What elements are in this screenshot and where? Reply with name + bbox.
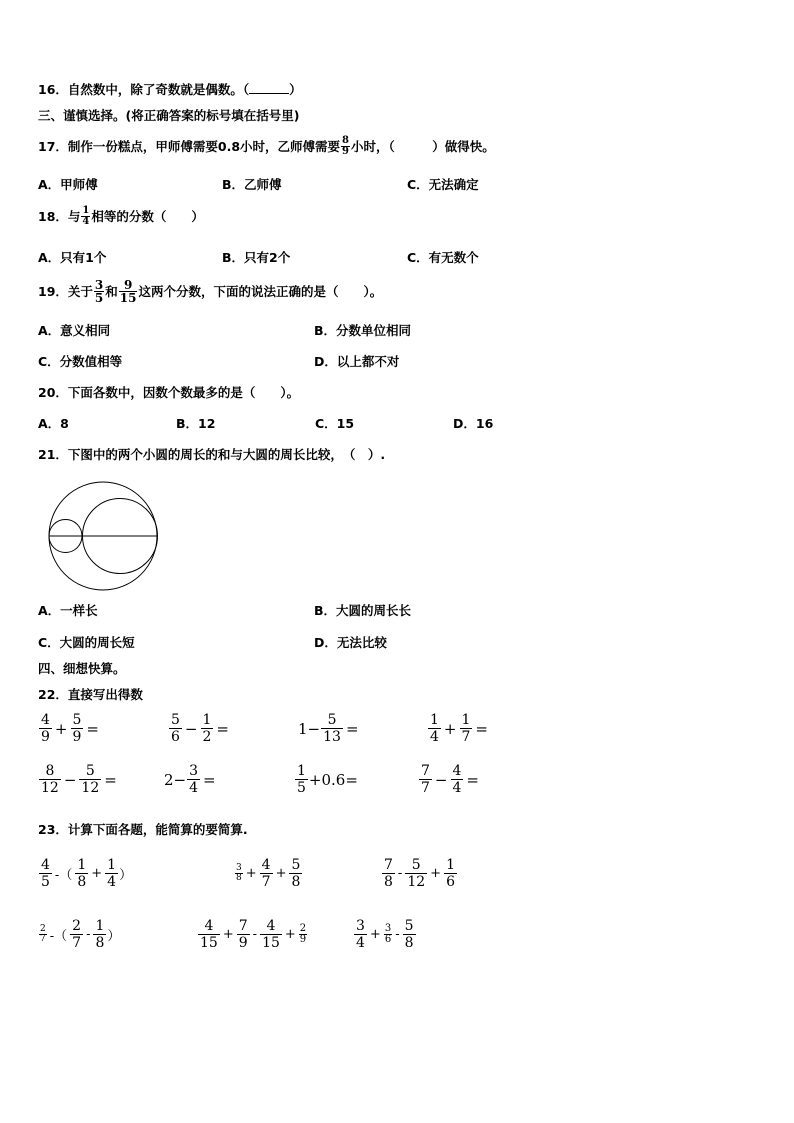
question-23-title: 23．计算下面各题，能简算的要简算. <box>38 822 248 837</box>
q17-option-a[interactable]: A．甲师傅 <box>38 177 98 192</box>
denominator: 4 <box>107 874 117 890</box>
fraction <box>419 763 432 796</box>
operator: + <box>430 866 442 881</box>
numerator: 3 <box>236 863 242 873</box>
denominator: 9 <box>342 146 350 157</box>
fraction <box>321 712 343 745</box>
numerator: 1 <box>430 712 439 728</box>
fraction <box>384 924 392 945</box>
numerator: 1 <box>82 205 90 216</box>
numerator: 9 <box>123 278 133 292</box>
numerator: 1 <box>446 857 455 873</box>
fraction <box>39 712 52 745</box>
denominator: 9 <box>41 729 50 745</box>
fraction <box>260 857 273 890</box>
q18-pre: 18．与 <box>38 208 81 224</box>
fraction <box>235 864 243 883</box>
numerator: 5 <box>404 918 414 934</box>
operator: - <box>395 927 400 942</box>
numerator: 3 <box>94 278 104 292</box>
q22-expr-4 <box>427 712 490 745</box>
question-17 <box>38 136 495 157</box>
operator: − <box>63 770 77 789</box>
operator: + <box>443 719 457 738</box>
q17-option-c[interactable]: C．无法确定 <box>407 177 479 192</box>
operator: -（ <box>49 929 68 944</box>
fraction <box>237 918 250 951</box>
operator: = <box>86 719 99 738</box>
operator: -（ <box>54 868 73 883</box>
numerator: 7 <box>238 918 248 934</box>
numerator: 1 <box>77 857 87 873</box>
numerator: 4 <box>41 857 50 873</box>
denominator: 12 <box>407 874 426 890</box>
q17-option-b[interactable]: B．乙师傅 <box>222 177 282 192</box>
q21-option-d[interactable]: D．无法比较 <box>314 635 387 650</box>
question-19 <box>38 279 382 304</box>
numerator: 1 <box>461 712 471 728</box>
q20-option-b[interactable]: B．12 <box>176 416 216 431</box>
numerator: 1 <box>202 712 212 728</box>
fraction <box>403 918 416 951</box>
numerator: 4 <box>41 712 50 728</box>
question-18 <box>38 206 204 227</box>
q19-mid: 和 <box>105 283 118 299</box>
q22-expr-2 <box>168 712 231 745</box>
denominator: 8 <box>291 874 301 890</box>
fraction <box>444 857 457 890</box>
numerator: 8 <box>342 135 350 146</box>
numerator: 5 <box>85 763 95 779</box>
denominator: 7 <box>261 874 271 890</box>
fraction <box>451 763 464 796</box>
fraction <box>79 763 101 796</box>
denominator: 8 <box>236 873 242 883</box>
q19-post: 这两个分数，下面的说法正确的是（ ）。 <box>138 283 383 299</box>
operator: = <box>475 719 488 738</box>
q21-option-b[interactable]: B．大圆的周长长 <box>314 603 412 618</box>
denominator: 5 <box>94 291 104 305</box>
denominator: 6 <box>446 874 455 890</box>
q22-expr-6: 2− $\frac{3}{4}$ = <box>164 763 216 796</box>
denominator: 8 <box>77 874 87 890</box>
numerator: 4 <box>266 918 276 934</box>
operator: + <box>91 866 103 881</box>
q18-post: 相等的分数（ ） <box>91 208 204 224</box>
question-22-title: 22．直接写出得数 <box>38 687 143 702</box>
fraction <box>289 857 302 890</box>
fraction <box>169 712 182 745</box>
operator: − <box>434 770 448 789</box>
denominator: 4 <box>189 780 199 796</box>
numerator: 5 <box>72 712 82 728</box>
denominator: 13 <box>323 729 341 745</box>
q23-expr-5 <box>197 918 308 951</box>
q19-pre: 19．关于 <box>38 283 93 299</box>
q22-expr-7: $\frac{1}{5}$ +0.6= <box>297 763 358 796</box>
denominator: 2 <box>202 729 212 745</box>
q19-option-a[interactable]: A．意义相同 <box>38 323 111 338</box>
fraction <box>81 206 90 227</box>
fraction <box>460 712 473 745</box>
fraction <box>39 857 52 890</box>
q22-expr-1 <box>38 712 101 745</box>
q18-option-a[interactable]: A．只有1个 <box>38 250 107 265</box>
operator: = <box>104 770 117 789</box>
fraction <box>187 763 200 796</box>
q18-option-b[interactable]: B．只有2个 <box>222 250 291 265</box>
q19-option-b[interactable]: B．分数单位相同 <box>314 323 412 338</box>
denominator: 12 <box>81 780 100 796</box>
q23-expr-2 <box>234 857 303 890</box>
operator: - <box>397 866 403 881</box>
denominator: 4 <box>82 216 90 227</box>
fraction <box>260 918 282 951</box>
q16-close: ） <box>289 82 302 97</box>
numerator: 2 <box>299 923 307 934</box>
denominator: 15 <box>200 935 218 951</box>
denominator: 7 <box>72 935 82 951</box>
fraction <box>105 857 118 890</box>
operator: - <box>86 927 91 942</box>
denominator: 4 <box>430 729 439 745</box>
fraction <box>94 279 104 304</box>
denominator: 6 <box>171 729 180 745</box>
numerator: 7 <box>421 763 430 779</box>
q19-option-d[interactable]: D．以上都不对 <box>314 354 400 369</box>
numerator: 3 <box>356 918 365 934</box>
denominator: 9 <box>238 935 248 951</box>
operator: + <box>275 866 287 881</box>
fraction <box>428 712 441 745</box>
q20-option-c[interactable]: C．15 <box>315 416 355 431</box>
q20-option-d[interactable]: D．16 <box>453 416 494 431</box>
fraction <box>295 763 308 796</box>
fraction <box>119 279 138 304</box>
q21-option-a[interactable]: A．一样长 <box>38 603 98 618</box>
denominator: 7 <box>40 934 46 944</box>
q23-expr-1: $\frac{4}{5}$ -（ $\frac{1}{8}$ + $\frac{1}{4}$ ） <box>41 857 133 890</box>
operator: + <box>222 927 234 942</box>
denominator: 7 <box>421 780 430 796</box>
numerator: 1 <box>95 918 105 934</box>
denominator: 6 <box>384 934 392 945</box>
fraction <box>299 924 307 945</box>
denominator: 8 <box>384 874 393 890</box>
numerator: 2 <box>72 918 82 934</box>
numerator: 2 <box>40 924 46 934</box>
fraction <box>354 918 367 951</box>
denominator: 9 <box>72 729 82 745</box>
fraction <box>39 763 61 796</box>
numerator: 5 <box>411 857 421 873</box>
q21-option-c[interactable]: C．大圆的周长短 <box>38 635 135 650</box>
operator: + <box>54 719 68 738</box>
q17-post: 小时，（ ）做得快。 <box>351 138 495 154</box>
numerator: 5 <box>171 712 180 728</box>
fraction <box>382 857 395 890</box>
denominator: 7 <box>461 729 471 745</box>
denominator: 12 <box>41 780 59 796</box>
operator: + <box>284 927 296 942</box>
operator: = <box>216 719 229 738</box>
q18-option-c[interactable]: C．有无数个 <box>407 250 479 265</box>
q22-expr-8 <box>418 763 481 796</box>
q20-option-a[interactable]: A．8 <box>38 416 69 431</box>
numerator: 4 <box>204 918 214 934</box>
fraction <box>39 925 47 944</box>
operator: + <box>369 927 381 942</box>
q23-expr-4: $\frac{2}{7}$ -（ $\frac{2}{7}$ - $\frac{1}{8}$ ） <box>40 918 121 951</box>
denominator: 9 <box>299 934 307 945</box>
denominator: 4 <box>452 780 462 796</box>
q23-expr-3 <box>381 857 458 890</box>
q19-option-c[interactable]: C．分数值相等 <box>38 354 123 369</box>
question-21: 21．下图中的两个小圆的周长的和与大圆的周长比较， （ ）. <box>38 447 386 462</box>
numerator: 3 <box>189 763 199 779</box>
numerator: 4 <box>261 857 271 873</box>
q23-expr-6 <box>353 918 417 951</box>
operator: = <box>203 770 216 789</box>
section-4-heading: 四、细想快算。 <box>38 661 126 676</box>
answer-blank[interactable] <box>249 82 289 94</box>
numerator: 4 <box>452 763 462 779</box>
operator: = <box>345 719 359 738</box>
numerator: 1 <box>297 763 306 779</box>
fraction <box>75 857 88 890</box>
question-16 <box>38 82 302 98</box>
operator: + <box>245 866 257 881</box>
fraction <box>71 712 84 745</box>
q22-expr-3: 1− $\frac{5}{13}$ = <box>298 712 359 745</box>
fraction <box>201 712 214 745</box>
denominator: 5 <box>297 780 306 796</box>
fraction <box>341 136 350 157</box>
numerator: 8 <box>45 763 55 779</box>
denominator: 15 <box>119 291 137 305</box>
numerator: 5 <box>291 857 301 873</box>
question-20: 20．下面各数中，因数个数最多的是（ ）。 <box>38 385 300 400</box>
operator: − <box>184 719 198 738</box>
operator: - <box>252 927 258 942</box>
numerator: 7 <box>384 857 393 873</box>
numerator: 5 <box>327 712 337 728</box>
denominator: 5 <box>41 874 50 890</box>
section-3-heading: 三、谨慎选择。(将正确答案的标号填在括号里) <box>38 108 300 123</box>
denominator: 15 <box>262 935 280 951</box>
q16-text: 16．自然数中，除了奇数就是偶数。（ <box>38 82 250 97</box>
q17-pre: 17．制作一份糕点，甲师傅需要0.8小时，乙师傅需要 <box>38 138 341 154</box>
q22-expr-5 <box>38 763 119 796</box>
fraction <box>70 918 83 951</box>
numerator: 1 <box>107 857 117 873</box>
operator: = <box>466 770 479 789</box>
denominator: 8 <box>404 935 414 951</box>
fraction <box>198 918 220 951</box>
denominator: 8 <box>95 935 105 951</box>
fraction <box>405 857 427 890</box>
numerator: 3 <box>384 923 392 934</box>
fraction <box>93 918 106 951</box>
circles-diagram <box>44 480 164 592</box>
denominator: 4 <box>356 935 365 951</box>
